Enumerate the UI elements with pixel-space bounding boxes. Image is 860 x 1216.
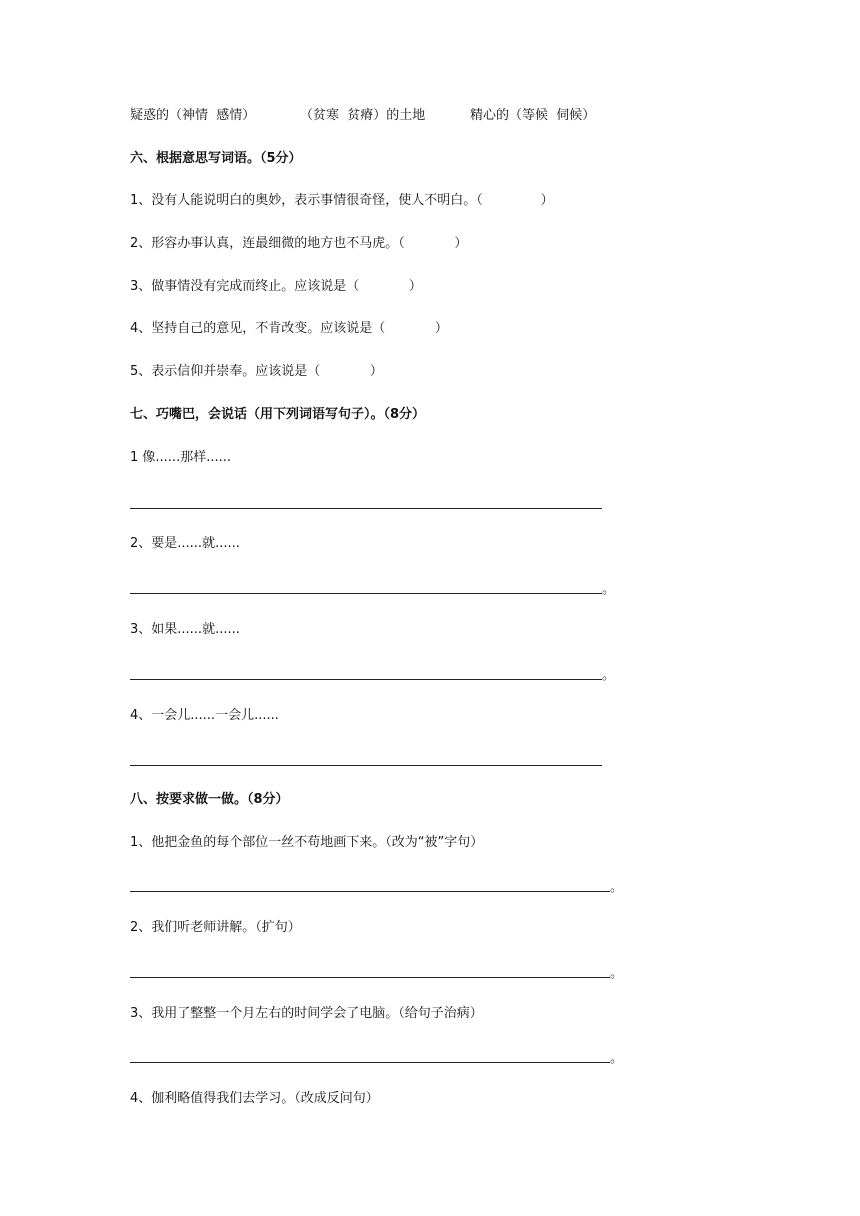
section6-item-1: 1、没有人能说明白的奥妙，表示事情很奇怪，使人不明白。（ ） (130, 193, 554, 208)
section8-item-3: 3、我用了整整一个月左右的时间学会了电脑。（给句子治病） (130, 1006, 483, 1021)
section8-item-1: 1、他把金鱼的每个部位一丝不苟地画下来。（改为“被”字句） (130, 835, 484, 850)
choice-item-2: （贫寒 贫瘠）的土地 (300, 108, 426, 123)
choice-item-1: 疑惑的（神情 感情） (130, 108, 256, 123)
answer-line-7-1[interactable] (130, 508, 602, 509)
section6-item-2: 2、形容办事认真，连最细微的地方也不马虎。（ ） (130, 236, 468, 251)
section8-item-4: 4、伽利略值得我们去学习。（改成反问句） (130, 1091, 379, 1106)
section8-heading: 八、按要求做一做。（8分） (130, 792, 289, 807)
section6-item-4: 4、坚持自己的意见，不肯改变。应该说是（ ） (130, 321, 448, 336)
section7-item-3: 3、如果......就...... (130, 622, 240, 637)
answer-line-8-1[interactable] (130, 891, 610, 892)
section7-heading: 七、巧嘴巴，会说话（用下列词语写句子）。（8分） (130, 407, 426, 422)
answer-end-mark: 。 (610, 880, 624, 895)
answer-end-mark: 。 (602, 582, 616, 597)
section7-item-4: 4、一会儿......一会儿...... (130, 708, 279, 723)
answer-end-mark: 。 (610, 1051, 624, 1066)
answer-end-mark: 。 (602, 668, 616, 683)
section6-item-3: 3、做事情没有完成而终止。应该说是（ ） (130, 279, 422, 294)
answer-line-7-3[interactable] (130, 679, 602, 680)
section7-item-2: 2、要是......就...... (130, 536, 240, 551)
answer-line-8-2[interactable] (130, 977, 610, 978)
answer-line-8-3[interactable] (130, 1062, 610, 1063)
answer-end-mark: 。 (610, 966, 624, 981)
section7-item-1: 1 像......那样...... (130, 450, 231, 465)
section6-heading: 六、根据意思写词语。（5分） (130, 151, 302, 166)
answer-line-7-2[interactable] (130, 593, 602, 594)
section8-item-2: 2、我们听老师讲解。（扩句） (130, 920, 301, 935)
choice-item-3: 精心的（等候 伺候） (470, 108, 596, 123)
answer-line-7-4[interactable] (130, 765, 602, 766)
section6-item-5: 5、表示信仰并崇奉。应该说是（ ） (130, 364, 383, 379)
